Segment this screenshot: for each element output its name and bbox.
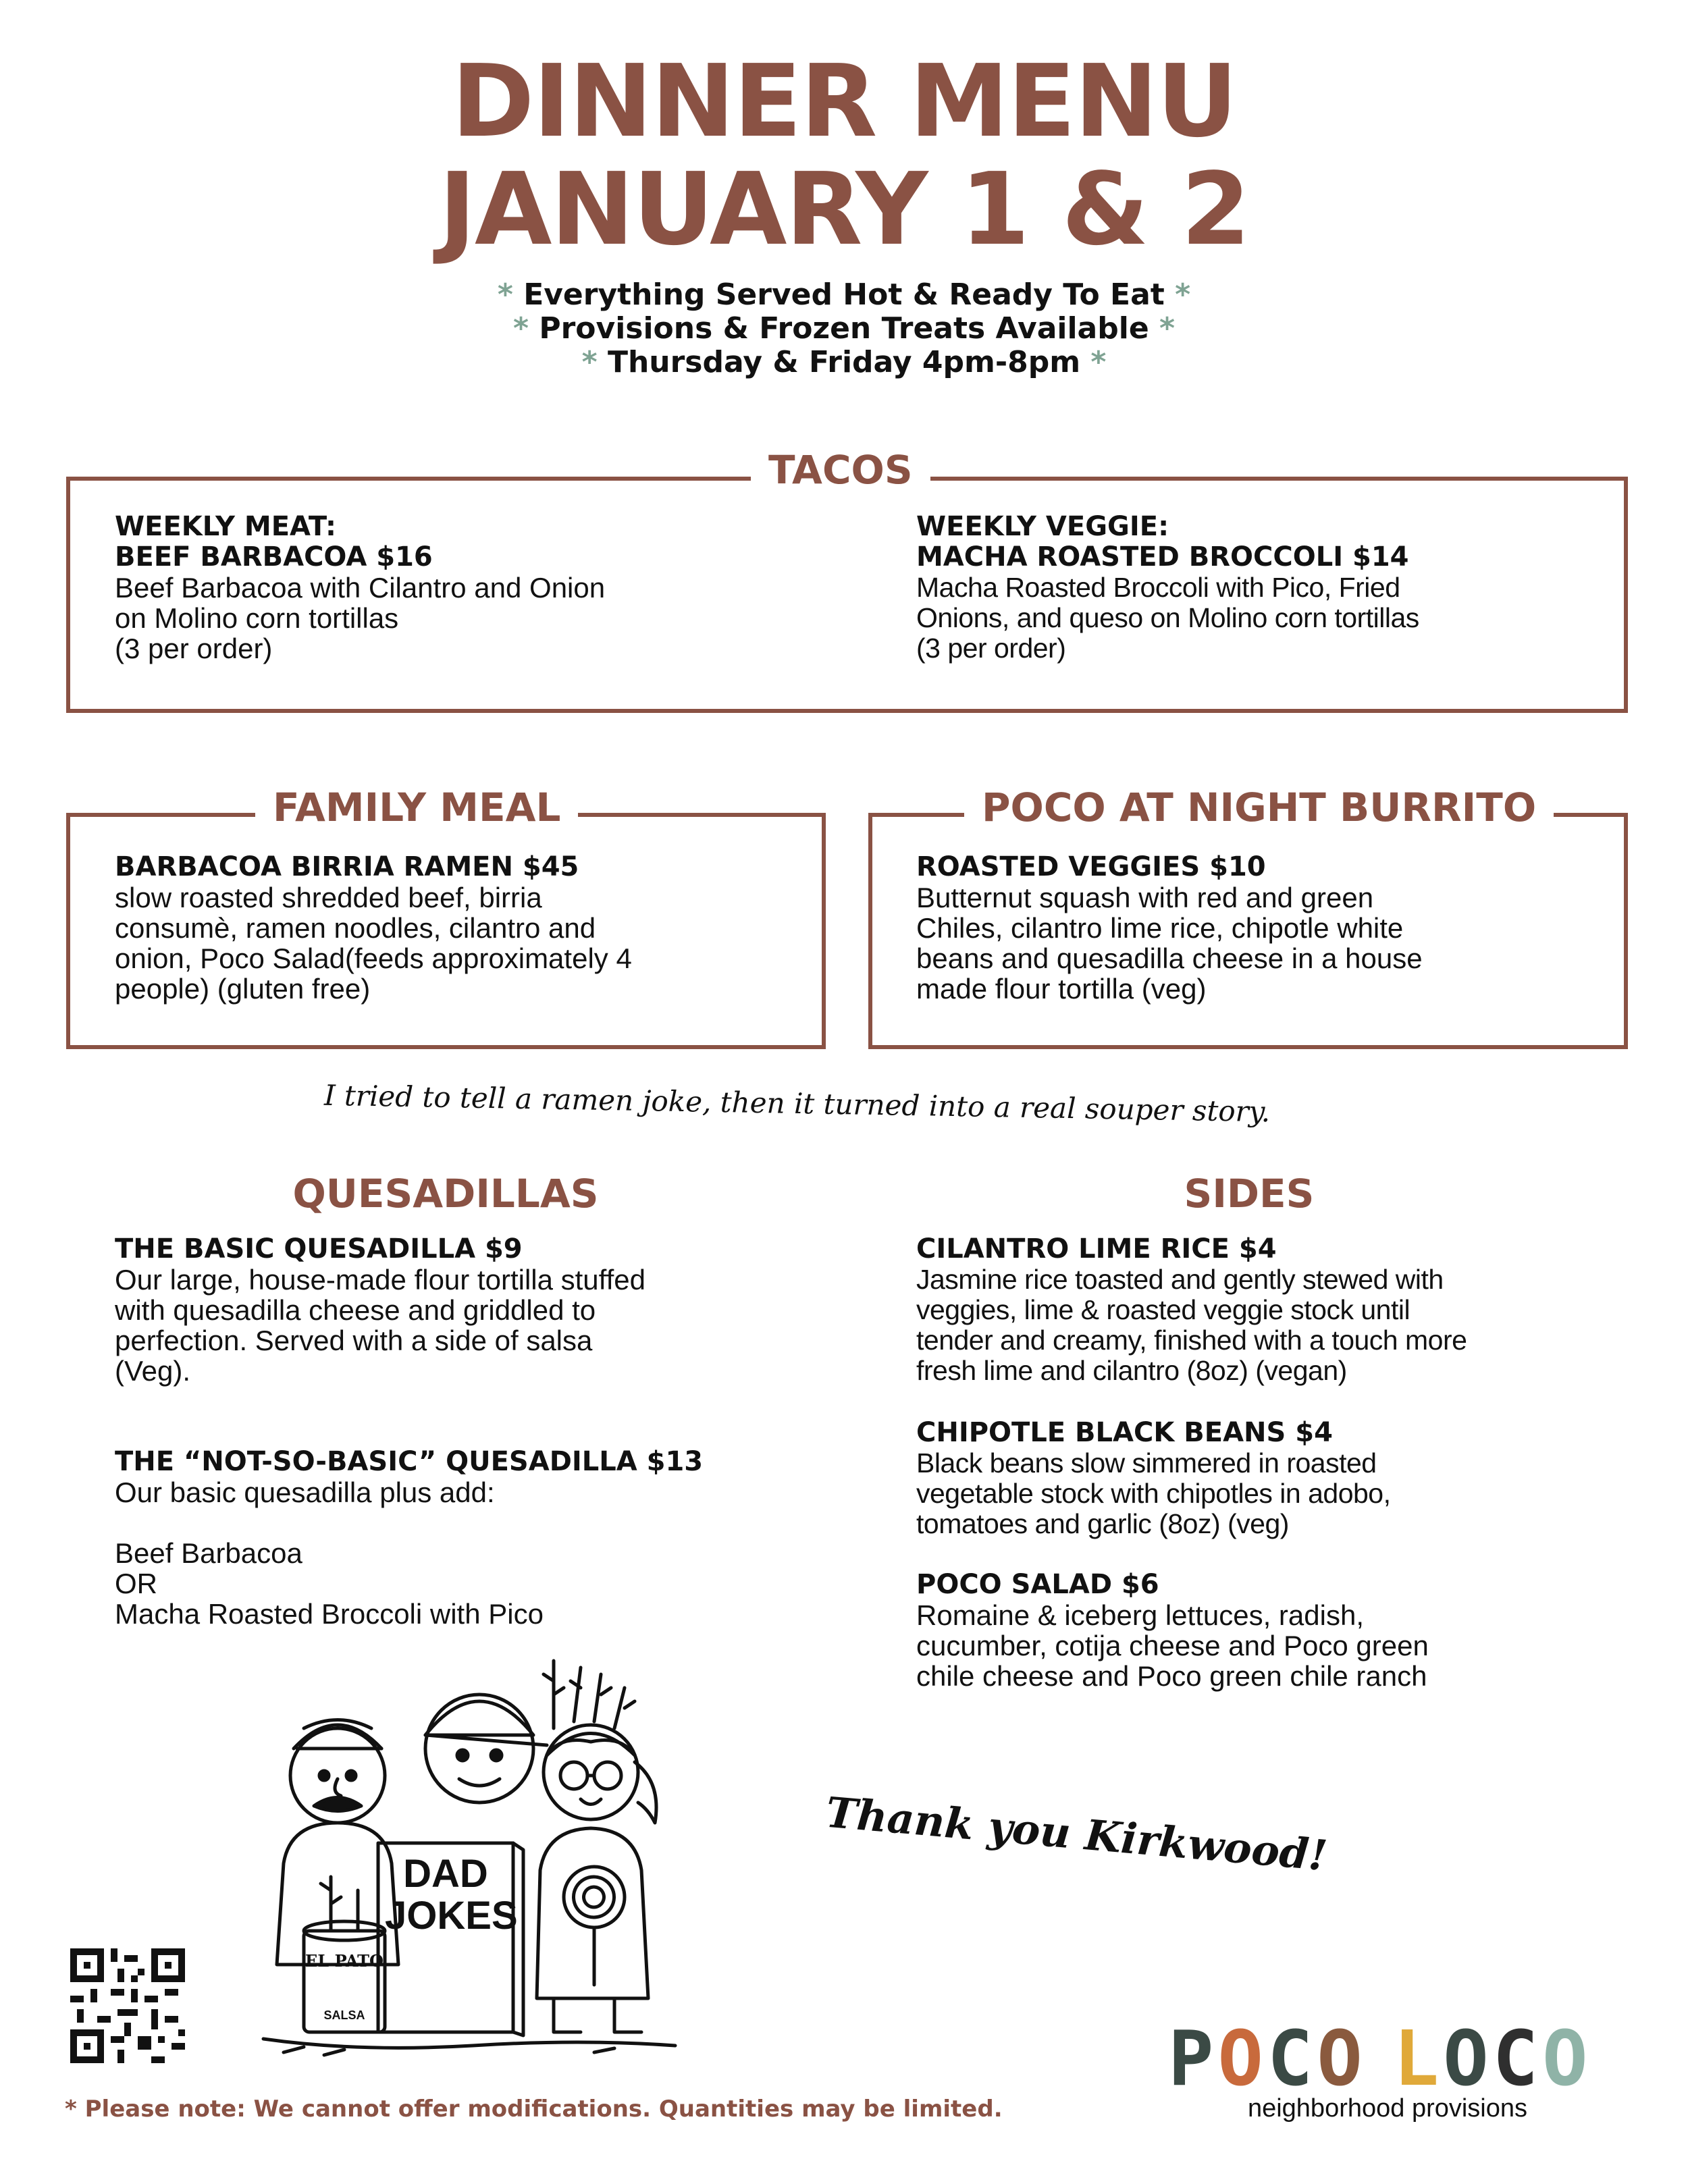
logo-letter: O (1217, 2015, 1267, 2103)
logo-letter: O (1317, 2015, 1367, 2103)
weekly-meat (115, 512, 858, 664)
poco-loco-logo (1168, 2015, 1592, 2103)
tacos-title: TACOS (751, 448, 930, 491)
family-meal-desc-1: slow roasted shredded beef, birria (115, 882, 542, 913)
side-salad-name: POCO SALAD $6 (916, 1569, 1159, 1600)
thank-you-note: Thank you Kirkwood! (824, 1787, 1329, 1881)
burrito-title: POCO AT NIGHT BURRITO (964, 786, 1554, 829)
star-icon: * (513, 311, 529, 346)
logo-letter: C (1267, 2015, 1317, 2103)
star-icon: * (581, 345, 598, 379)
weekly-veggie-name: MACHA ROASTED BROCCOLI $14 (916, 541, 1409, 572)
weekly-veggie-desc-2: Onions, and queso on Molino corn tortillas (916, 602, 1419, 633)
notsobasic-option-1: Beef Barbacoa (115, 1537, 302, 1569)
logo-letter: O (1443, 2015, 1493, 2103)
weekly-meat-name: BEEF BARBACOA $16 (115, 541, 433, 572)
subline-text: Provisions & Frozen Treats Available (539, 311, 1149, 346)
weekly-veggie-label: WEEKLY VEGGIE: (916, 511, 1169, 542)
burrito-name: ROASTED VEGGIES $10 (916, 851, 1266, 882)
ramen-joke: I tried to tell a ramen joke, then it turned into a real souper story. (323, 1078, 1271, 1129)
book-title-line2: JOKES (385, 1894, 518, 1938)
quesadillas-title: QUESADILLAS (292, 1171, 599, 1217)
notsobasic-quesadilla (115, 1447, 871, 1629)
basic-quesadilla-desc-4: (Veg). (115, 1355, 191, 1387)
side-salad-desc-2: cucumber, cotija cheese and Poco green (916, 1630, 1429, 1661)
family-meal-desc-3: onion, Poco Salad(feeds approximately 4 (115, 942, 632, 974)
side-rice-desc-4: fresh lime and cilantro (8oz) (vegan) (916, 1355, 1347, 1386)
weekly-veggie-desc-3: (3 per order) (916, 633, 1066, 664)
side-beans-desc-1: Black beans slow simmered in roasted (916, 1447, 1377, 1479)
can-brand: EL PATO (305, 1951, 384, 1971)
menu-title-line1: DINNER MENU (451, 43, 1237, 159)
subline-1 (0, 278, 1688, 312)
basic-quesadilla-desc-2: with quesadilla cheese and griddled to (115, 1294, 596, 1326)
side-rice-desc-2: veggies, lime & roasted veggie stock until (916, 1294, 1410, 1325)
family-meal-desc-2: consumè, ramen noodles, cilantro and (115, 912, 596, 944)
logo-letter: P (1168, 2015, 1218, 2103)
menu-title-line2: JANUARY 1 & 2 (438, 151, 1250, 267)
side-beans-name: CHIPOTLE BLACK BEANS $4 (916, 1417, 1333, 1448)
footer-note: * Please note: We cannot offer modifications. Quantities may be limited. (65, 2096, 1003, 2123)
weekly-meat-desc-1: Beef Barbacoa with Cilantro and Onion (115, 572, 606, 604)
star-icon: * (1175, 277, 1191, 312)
basic-quesadilla-name: THE BASIC QUESADILLA $9 (115, 1233, 523, 1264)
side-beans-desc-2: vegetable stock with chipotles in adobo, (916, 1478, 1391, 1509)
burrito-desc-4: made flour tortilla (veg) (916, 973, 1207, 1005)
sides-title: SIDES (1184, 1171, 1315, 1217)
subline-text: Thursday & Friday 4pm-8pm (607, 345, 1081, 379)
star-icon: * (1090, 345, 1107, 379)
burrito-desc-1: Butternut squash with red and green (916, 882, 1374, 913)
book-title-line1: DAD (403, 1852, 488, 1896)
side-rice (916, 1234, 1632, 1386)
family-meal-desc-4: people) (gluten free) (115, 973, 371, 1005)
star-icon: * (1159, 311, 1175, 346)
logo-letter: C (1492, 2015, 1543, 2103)
side-beans-desc-3: tomatoes and garlic (8oz) (veg) (916, 1508, 1289, 1539)
basic-quesadilla (115, 1234, 871, 1386)
side-rice-desc-1: Jasmine rice toasted and gently stewed with (916, 1264, 1444, 1295)
notsobasic-option-or: OR (115, 1568, 157, 1599)
family-meal-item (115, 852, 810, 1004)
side-salad (916, 1570, 1632, 1691)
burrito-desc-3: beans and quesadilla cheese in a house (916, 942, 1423, 974)
notsobasic-quesadilla-name: THE “NOT-SO-BASIC” QUESADILLA $13 (115, 1446, 704, 1477)
side-salad-desc-1: Romaine & iceberg lettuces, radish, (916, 1599, 1364, 1631)
side-salad-desc-3: chile cheese and Poco green chile ranch (916, 1660, 1427, 1692)
can-label: SALSA (323, 2008, 365, 2022)
logo-tagline: neighborhood provisions (1247, 2094, 1528, 2123)
weekly-veggie-desc-1: Macha Roasted Broccoli with Pico, Fried (916, 572, 1400, 603)
notsobasic-quesadilla-desc: Our basic quesadilla plus add: (115, 1476, 495, 1508)
side-beans (916, 1418, 1632, 1539)
weekly-meat-label: WEEKLY MEAT: (115, 511, 336, 542)
notsobasic-option-2: Macha Roasted Broccoli with Pico (115, 1598, 544, 1630)
qr-code-icon (70, 1948, 185, 2063)
burrito-item (916, 852, 1612, 1004)
weekly-meat-desc-3: (3 per order) (115, 633, 273, 664)
weekly-veggie (916, 512, 1605, 664)
star-icon: * (497, 277, 513, 312)
dad-jokes-illustration (257, 1647, 689, 2066)
weekly-meat-desc-2: on Molino corn tortillas (115, 602, 399, 634)
basic-quesadilla-desc-3: perfection. Served with a side of salsa (115, 1325, 593, 1356)
logo-letter: L (1393, 2015, 1444, 2103)
burrito-desc-2: Chiles, cilantro lime rice, chipotle white (916, 912, 1404, 944)
side-rice-desc-3: tender and creamy, finished with a touch more (916, 1325, 1467, 1356)
subline-text: Everything Served Hot & Ready To Eat (523, 277, 1165, 312)
side-rice-name: CILANTRO LIME RICE $4 (916, 1233, 1277, 1264)
basic-quesadilla-desc-1: Our large, house-made flour tortilla stuffed (115, 1264, 645, 1296)
subline-2 (0, 312, 1688, 346)
family-meal-title: FAMILY MEAL (255, 786, 578, 829)
qr-code[interactable] (70, 1948, 185, 2063)
subline-3 (0, 346, 1688, 379)
logo-letter: O (1542, 2015, 1592, 2103)
family-meal-name: BARBACOA BIRRIA RAMEN $45 (115, 851, 579, 882)
